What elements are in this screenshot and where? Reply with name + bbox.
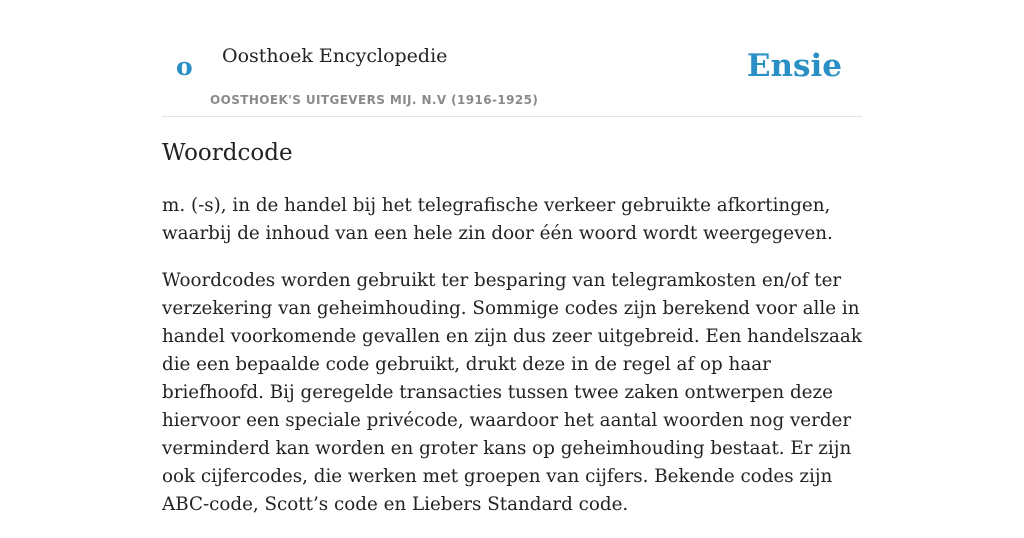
entry-title: Woordcode [162, 140, 293, 166]
encyclopedia-title[interactable]: Oosthoek Encyclopedie [222, 45, 448, 67]
encyclopedia-logo[interactable]: o [176, 52, 193, 81]
entry-content [162, 192, 862, 538]
ensie-brand-link[interactable]: Ensie [746, 48, 842, 84]
encyclopedia-header [162, 0, 862, 117]
publisher-label: OOSTHOEK'S UITGEVERS MIJ. N.V (1916-1925) [210, 93, 539, 107]
entry-paragraph-body: Woordcodes worden gebruikt ter besparing van telegramkosten en/of ter verzekering van geheimhouding. Sommige codes zijn berekend voor alle in handel voorkomende gevallen en zijn dus zeer uitgebreid. Een handelszaak die een bepaalde code gebruikt, drukt deze in de regel af op haar briefhoofd. Bij geregelde transacties tussen twee zaken ontwerpen deze hiervoor een speciale privécode, waardoor het aantal woorden nog verder verminderd kan worden en groter kans op geheimhouding bestaat. Er zijn ook cijfercodes, die werken met groepen van cijfers. Bekende codes zijn ABC-code, Scott’s code en Liebers Standard code. [162, 270, 862, 515]
entry-paragraph-definition: m. (-s), in de handel bij het telegrafische verkeer gebruikte afkortingen, waarbij de inhoud van een hele zin door één woord wordt weergegeven. [162, 195, 833, 244]
